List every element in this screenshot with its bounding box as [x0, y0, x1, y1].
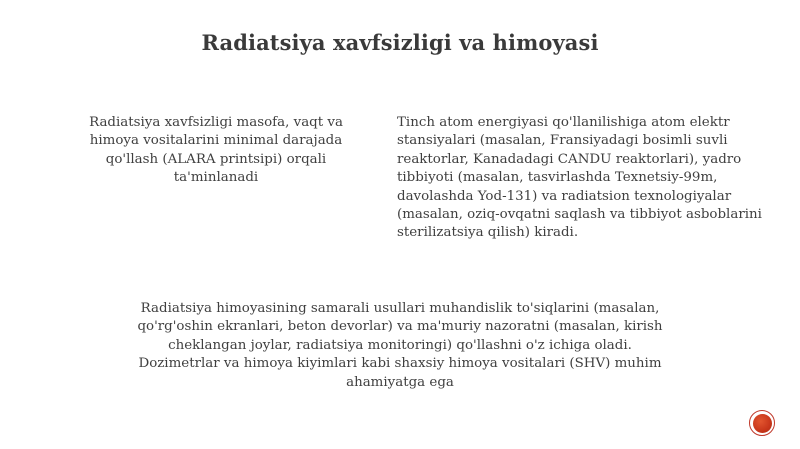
bottom-text-block: Radiatsiya himoyasining samarali usullari muhandislik to'siqlarini (masalan, qo'rg'oshin ekranlari, beton devorlar) va ma'muriy nazoratni (masalan, kirish cheklangan joylar, radiatsiya monitoringi) qo'llashni o'z ichiga oladi. Dozimetrlar va himoya kiyimlari kabi shaxsiy himoya vositalari (SHV) muhim ahamiyatga ega	[137, 301, 663, 390]
circle-nav-icon[interactable]	[749, 410, 775, 436]
slide-title: Radiatsiya xavfsizligi va himoyasi	[201, 30, 599, 55]
left-text-block: Radiatsiya xavfsizligi masofa, vaqt va himoya vositalarini minimal darajada qo'llash (ALARA printsipi) orqali ta'minlanadi	[89, 115, 343, 186]
right-text-block: Tinch atom energiyasi qo'llanilishiga atom elektr stansiyalari (masalan, Fransiyadagi bosimli suvli reaktorlar, Kanadadagi CANDU reaktorlari), yadro tibbiyoti (masalan, tasvirlashda Texnetsiy-99m, davolashda Yod-131) va radiatsion texnologiyalar (masalan, oziq-ovqatni saqlash va tibbiyot asboblarini sterilizatsiya qilish) kiradi.	[397, 115, 762, 241]
circle-nav-icon-fill	[753, 414, 772, 433]
